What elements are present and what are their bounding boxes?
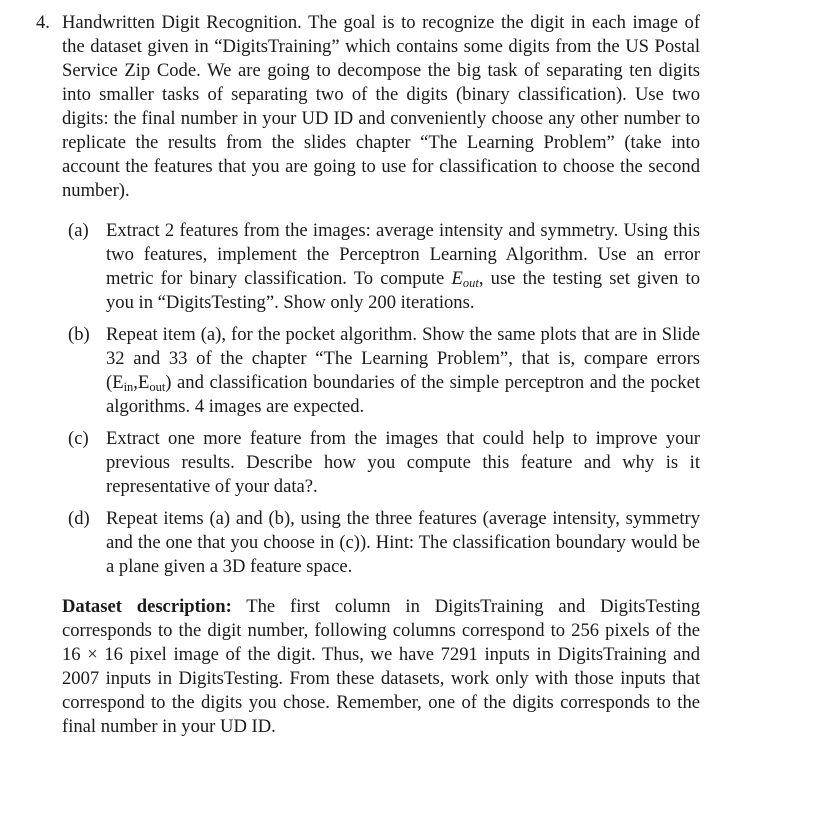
subitem-a-text-2: , use the testing set given to you in “DigitsTesting”. Show only 200 iterations. xyxy=(106,268,700,313)
subitem-b-text-3: ) and classification boundaries of the simple perceptron and the pocket algorithms. 4 images are expected. xyxy=(106,372,700,417)
document-page xyxy=(36,11,700,739)
subitem-d-label: (d) xyxy=(68,508,90,529)
subitem-a-text-1: Extract 2 features from the images: average intensity and symmetry. Using this two features, implement the Perceptron Learning Algorithm. Use an error metric for binary classification. To compute xyxy=(106,220,700,289)
subitem-b-sub-out: out xyxy=(149,380,166,394)
subitem-c-text: Extract one more feature from the images that could help to improve your previous results. Describe how you compute this feature and why is it representative of your data?. xyxy=(106,428,700,497)
subitem-b xyxy=(68,323,700,419)
subitem-c xyxy=(68,427,700,499)
subitem-a-math-main: E xyxy=(451,268,463,289)
dataset-description xyxy=(62,595,700,739)
subitem-b-sub-in: in xyxy=(123,380,134,394)
dataset-heading: Dataset description: xyxy=(62,596,232,617)
subitem-b-label: (b) xyxy=(68,324,90,345)
subitem-b-text-1: Repeat item (a), for the pocket algorithm. Show the same plots that are in Slide 32 and 33 of the chapter “The Learning Problem”, that is, compare errors (E xyxy=(106,324,700,393)
problem-number: 4. xyxy=(36,12,50,33)
subitem-a-math-sub: out xyxy=(462,276,479,290)
subitem-b-text-2: ,E xyxy=(133,372,150,393)
subitem-a xyxy=(68,219,700,315)
subitem-d xyxy=(68,507,700,579)
dataset-text: The first column in DigitsTraining and DigitsTesting corresponds to the digit number, following columns correspond to 256 pixels of the 16 × 16 pixel image of the digit. Thus, we have 7291 inputs in DigitsTraining and 2007 inputs in DigitsTesting. From these datasets, work only with those inputs that correspond to the digits you chose. Remember, one of the digits corresponds to the final number in your UD ID. xyxy=(62,596,701,737)
problem-intro-paragraph xyxy=(62,11,700,203)
subitem-d-text: Repeat items (a) and (b), using the three features (average intensity, symmetry and the one that you choose in (c)). Hint: The classification boundary would be a plane given a 3D feature space. xyxy=(106,508,700,577)
subitem-a-label: (a) xyxy=(68,220,89,241)
subitem-list xyxy=(62,219,700,579)
subitem-c-label: (c) xyxy=(68,428,89,449)
problem-4 xyxy=(36,11,700,739)
problem-intro-text: The goal is to recognize the digit in each image of the dataset given in “DigitsTraining” which contains some digits from the US Postal Service Zip Code. We are going to decompose the big task of separating ten digits into smaller tasks of separating two of the digits (binary classification). Use two digits: the final number in your UD ID and conveniently choose any other number to replicate the results from the slides chapter “The Learning Problem” (take into account the features that you are going to use for classification to choose the second number). xyxy=(62,12,701,201)
problem-title: Handwritten Digit Recognition. xyxy=(62,12,302,33)
subitem-a-math-e-out xyxy=(451,268,478,289)
